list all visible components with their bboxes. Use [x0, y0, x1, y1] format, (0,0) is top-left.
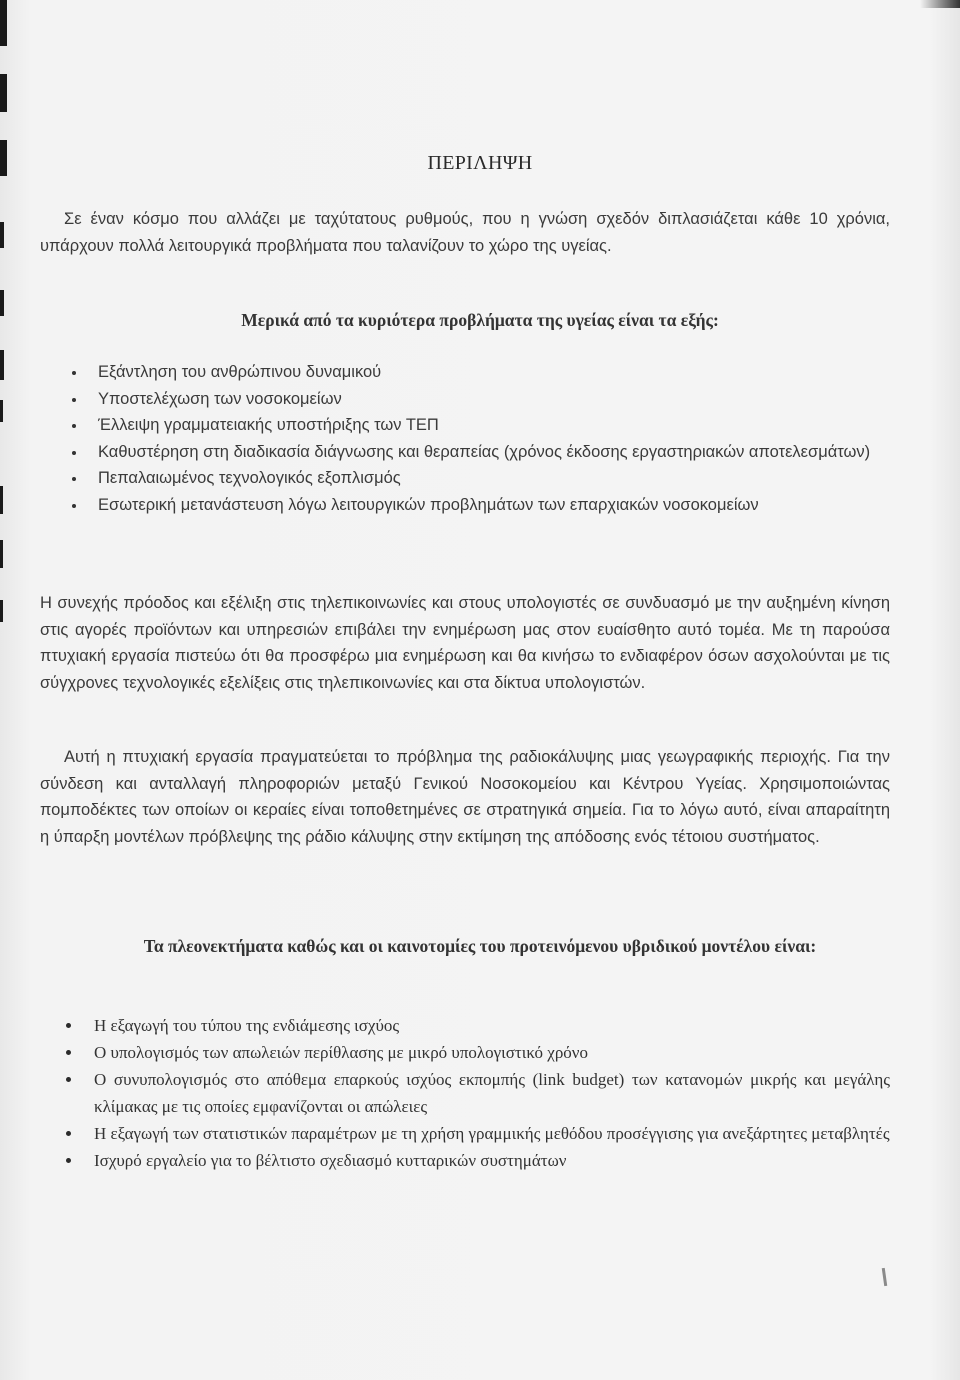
list-item: Ο υπολογισμός των απωλειών περίθλασης με μικρό υπολογιστικό χρόνο	[66, 1039, 890, 1066]
advantages-heading: Τα πλεονεκτήματα καθώς και οι καινοτομίες του προτεινόμενου υβριδικού μοντέλου είναι:	[143, 936, 817, 956]
list-item: Πεπαλαιωμένος τεχνολογικός εξοπλισμός	[70, 465, 890, 492]
body-paragraph-2: Η συνεχής πρόοδος και εξέλιξη στις τηλεπικοινωνίες και στους υπολογιστές σε συνδυασμό με την αυξημένη κίνηση στις αγορές προϊόντων και υπηρεσιών επιβάλει την ενημέρωση μας στον ευαίσθητο αυτό τομέα. Με τη παρούσα πτυχιακή εργασία πιστεύω ότι θα προσφέρω μια ενημέρωση και θα κινήσω το ενδιαφέρον όσων ασχολούνται με τις σύγχρονες τεχνολογικές εξελίξεις στις τηλεπικοινωνίες και στα δίκτυα υπολογιστών.	[40, 594, 890, 692]
problems-heading: Μερικά από τα κυριότερα προβλήματα της υγείας είναι τα εξής:	[241, 310, 719, 330]
pen-mark	[882, 1268, 887, 1286]
list-item: Εξάντληση του ανθρώπινου δυναμικού	[70, 359, 890, 386]
list-item: Η εξαγωγή των στατιστικών παραμέτρων με τη χρήση γραμμικής μεθόδου προσέγγισης για ανεξάρτητες μεταβλητές	[66, 1120, 890, 1147]
scan-shadow	[920, 0, 960, 8]
intro-paragraph: Σε έναν κόσμο που αλλάζει με ταχύτατους ρυθμούς, που η γνώση σχεδόν διπλασιάζεται κάθε 10 χρόνια, υπάρχουν πολλά λειτουργικά προβλήματα που ταλανίζουν το χώρο της υγείας.	[40, 210, 890, 255]
binding-edge-mark	[0, 400, 3, 422]
binding-edge-mark	[0, 540, 3, 568]
binding-edge-mark	[0, 600, 3, 622]
list-item: Εσωτερική μετανάστευση λόγω λειτουργικών προβλημάτων των επαρχιακών νοσοκομείων	[70, 492, 890, 519]
list-item: Ο συνυπολογισμός στο απόθεμα επαρκούς ισχύος εκπομπής (link budget) των κατανομών μικρής και μεγάλης κλίμακας με τις οποίες εμφανίζονται οι απώλειες	[66, 1066, 890, 1120]
list-item: Η εξαγωγή του τύπου της ενδιάμεσης ισχύος	[66, 1012, 890, 1039]
body-paragraph-3: Αυτή η πτυχιακή εργασία πραγματεύεται το πρόβλημα της ραδιοκάλυψης μιας γεωγραφικής περιοχής. Για την σύνδεση και ανταλλαγή πληροφοριών μεταξύ Γενικού Νοσοκομείου και Κέντρου Υγείας. Χρησιμοποιώντας πομποδέκτες των οποίων οι κεραίες είναι τοποθετημένες σε στρατηγικά σημεία. Για το λόγω αυτό, είναι απαραίτητη η ύπαρξη μοντέλων πρόβλεψης της ράδιο κάλυψης στην εκτίμηση της απόδοσης ενός τέτοιου συστήματος.	[40, 748, 890, 846]
advantages-list	[66, 1012, 890, 1174]
problems-list	[70, 359, 890, 518]
list-item: Έλλειψη γραμματειακής υποστήριξης των ΤΕΠ	[70, 412, 890, 439]
list-item: Καθυστέρηση στη διαδικασία διάγνωσης και θεραπείας (χρόνος έκδοσης εργαστηριακών αποτελεσμάτων)	[70, 439, 890, 466]
page-title: ΠΕΡΙΛΗΨΗ	[427, 152, 533, 174]
binding-edge-mark	[0, 222, 4, 248]
binding-edge-mark	[0, 0, 7, 46]
binding-edge-mark	[0, 350, 4, 380]
binding-edge-mark	[0, 486, 3, 514]
list-item: Υποστελέχωση των νοσοκομείων	[70, 386, 890, 413]
binding-edge-mark	[0, 74, 7, 112]
list-item: Ισχυρό εργαλείο για το βέλτιστο σχεδιασμό κυτταρικών συστημάτων	[66, 1147, 890, 1174]
